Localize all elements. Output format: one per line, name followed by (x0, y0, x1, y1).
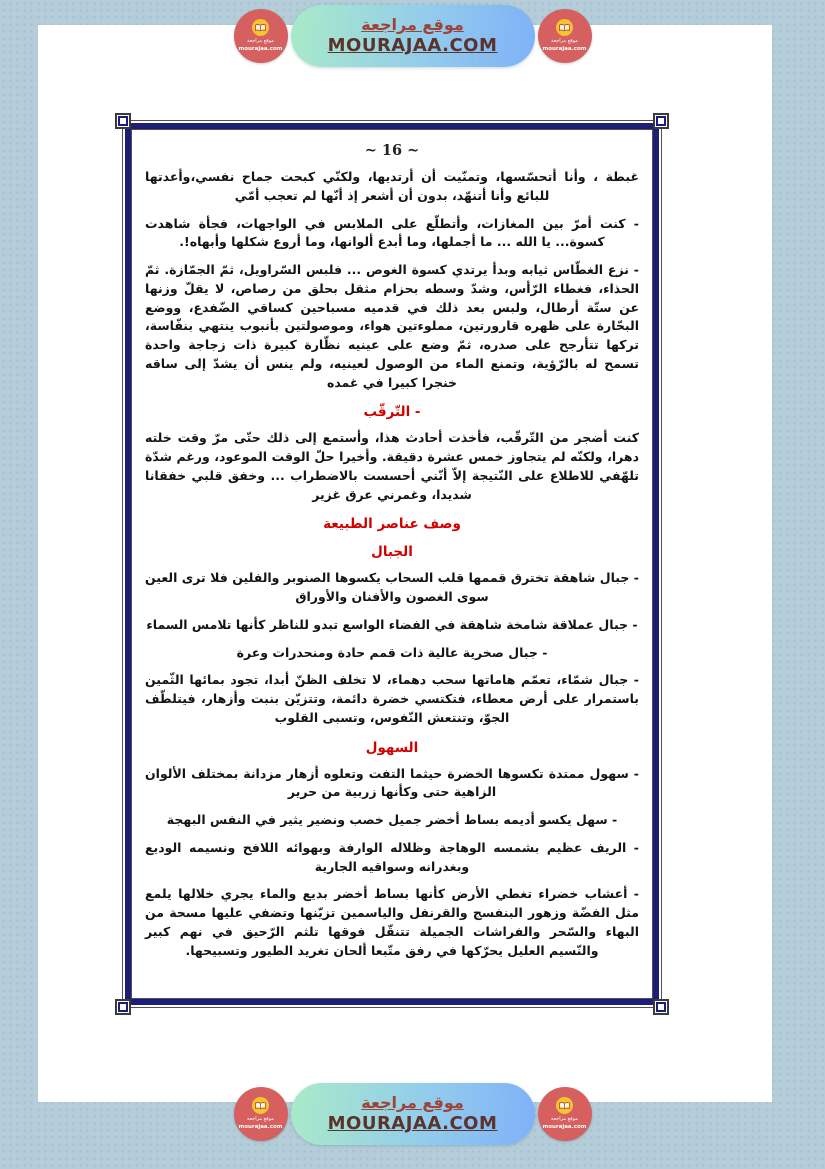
site-logo-icon (538, 1087, 592, 1141)
logo-site-name: موقع مراجعة (247, 1116, 274, 1123)
document-page (38, 25, 772, 1102)
site-domain: MOURAJAA.COM (327, 35, 498, 57)
frame-corner-ornament (653, 999, 669, 1015)
footer-banner (0, 1083, 825, 1145)
site-name-arabic: موقع مراجعة (361, 15, 464, 35)
paragraph: - أعشاب خضراء تغطي الأرض كأنها بساط أخضر بديع والماء يجري خلالها يلمع مثل الفضّة وزهور البنفسج والقرنفل والياسمين تزيّنها وتضفي عليها مسحة من البهاء والسّحر والفراشات الجميلة تتنقّل فوقها تلثم الرّحيق في نهم كبير والنّسيم العليل يحرّكها في رفق متّبعا ألحان تغريد الطيور وتسبيحها. (145, 886, 639, 958)
site-name-pill (291, 5, 535, 67)
site-name-arabic: موقع مراجعة (361, 1093, 464, 1113)
paragraph: - جبال شمّاء، تعمّم هاماتها سحب دهماء، لا تخلف الظنّ أبدا، تجود بمائها الثّمين باستمرار على أرض معطاء، فتكتسي خضرة دائمة، وتتزيّن بنبت وأزهار، فيتلطّف الجوّ، وتنتعش النّفوس، وتسبى القلوب (145, 672, 639, 725)
frame-corner-ornament (115, 113, 131, 129)
logo-site-name: موقع مراجعة (247, 38, 274, 45)
site-name-pill (291, 1083, 535, 1145)
site-domain: MOURAJAA.COM (327, 1113, 498, 1135)
logo-site-name: موقع مراجعة (551, 1116, 578, 1123)
header-banner (0, 5, 825, 67)
paragraph: - سهل يكسو أديمه بساط أخضر جميل خصب ونضير يثير في النفس البهجة (166, 812, 618, 827)
section-heading-anticipation: - التّرقّب (363, 404, 421, 421)
paragraph: - جبال عملاقة شامخة شاهقة في الفضاء الواسع تبدو للناظر كأنها تلامس السماء (146, 616, 638, 632)
paragraph: كنت أضجر من التّرقّب، فأخذت أحادث هذا، وأستمع إلى ذلك حتّى مرّ وقت خلته دهرا، ولكنّه لم يتجاوز خمس عشرة دقيقة. وأخيرا حلّ الوقت الموعود، ورغم شدّة تلهّفي للاطلاع على النّتيجة إلاّ أنّني أحسست بالاضطراب ... وخفق قلبي خفقانا شديدا، وغمرني عرق غزير (145, 430, 639, 502)
section-heading-mountains: الجبال (371, 544, 413, 561)
logo-site-domain: mourajaa.com (238, 1124, 283, 1131)
book-icon (252, 1097, 269, 1114)
page-content-area (125, 123, 659, 1005)
paragraph: - سهول ممتدة تكسوها الخضرة حيثما التفت وتعلوه أزهار مزدانة بمختلف الألوان الزاهية حتى وكأنها زربية من حرير (145, 765, 639, 800)
paragraph: - الريف عظيم بشمسه الوهاجة وظلاله الوارفة وبهوائه اللافح ونسيمه الوديع وبغدرانه وسواقيه الجارية (145, 839, 639, 874)
logo-site-domain: mourajaa.com (238, 46, 283, 53)
page-border-frame (122, 120, 662, 1008)
paragraph: غبطة ، وأنا أتحسّسها، وتمنّيت أن أرتديها، ولكنّي كبحت جماح نفسي،وأعدتها للبائع وأنا أتنهّد، بدون أن أشعر إذ أنّها لم تعجب أمّي (145, 169, 639, 203)
book-icon (252, 19, 269, 36)
logo-site-name: موقع مراجعة (551, 38, 578, 45)
logo-site-domain: mourajaa.com (542, 1124, 587, 1131)
page-number: ~ 16 ~ (364, 142, 420, 159)
site-logo-icon (234, 9, 288, 63)
section-heading-plains: السهول (365, 739, 419, 756)
document-text (131, 129, 653, 960)
book-icon (556, 1097, 573, 1114)
paragraph: - جبال شاهقة تخترق قممها قلب السحاب يكسوها الصنوبر والفلين فلا ترى العين سوى الغصون والأفنان والأوراق (145, 570, 639, 604)
site-logo-icon (538, 9, 592, 63)
paragraph: - كنت أمرّ بين المغازات، وأتطلّع على الملابس في الواجهات، فجأة شاهدت كسوة... يا الله ... ما أجملها، وما أبدع ألوانها، وما أروع شكلها وأبهاه!. (145, 215, 639, 250)
section-heading-nature-description: وصف عناصر الطبيعة (323, 516, 461, 533)
frame-corner-ornament (115, 999, 131, 1015)
logo-site-domain: mourajaa.com (542, 46, 587, 53)
paragraph: - جبال صخرية عالية ذات قمم حادة ومنحدرات وعرة (236, 644, 548, 660)
book-icon (556, 19, 573, 36)
paragraph: - نزع الغطّاس ثيابه وبدأ يرتدي كسوة الغوص ... فلبس السّراويل، ثمّ الجمّازة. ثمّ الحذاء، فغطاء الرّأس، وشدّ وسطه بحزام مثقل بحلق من رصاص، لا يقلّ وزنها عن ستّة أرطال، ولبس بعد ذلك في قدميه مسباحين كساقي الضّفدع، ووضع البحّارة على ظهره قارورتين، مملوءتين هواء، وموصولتين بأنبوب ينتهي بنفّاسة، تركها تتأرجح على صدره، ثمّ وضع على عينيه نظّارة كبيرة ذات زجاجة واحدة تسمح له بالرّؤية، وتمنع الماء من الوصول لعينيه، ولم ينس أن يشدّ إلى ساقه خنجرا كبيرا في غمده (145, 262, 639, 390)
frame-corner-ornament (653, 113, 669, 129)
site-logo-icon (234, 1087, 288, 1141)
